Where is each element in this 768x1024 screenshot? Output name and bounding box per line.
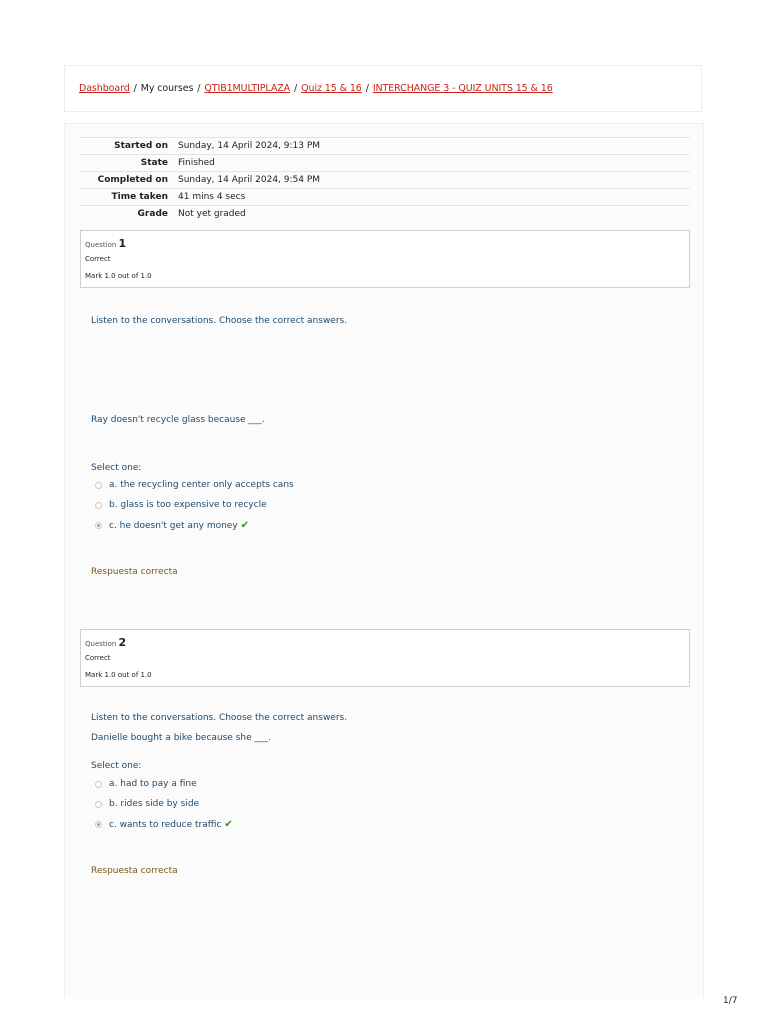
question-2-prompt: Danielle bought a bike because she ___. <box>91 733 271 743</box>
question-1-option-b[interactable] <box>95 500 267 510</box>
question-1-instructions: Listen to the conversations. Choose the correct answers. <box>91 316 348 326</box>
question-2-mark: Mark 1.0 out of 1.0 <box>85 671 152 679</box>
breadcrumb <box>79 83 553 94</box>
breadcrumb-my-courses: My courses <box>140 83 194 94</box>
question-2-option-b[interactable] <box>95 799 199 809</box>
grade-value: Not yet graded <box>178 209 246 219</box>
summary-row-time <box>80 189 690 206</box>
state-label: State <box>140 158 168 168</box>
option-label: c. he doesn't get any money <box>109 520 238 531</box>
question-2-state: Correct <box>85 654 111 662</box>
page-number: 1/7 <box>723 996 738 1006</box>
option-label: b. glass is too expensive to recycle <box>109 500 267 510</box>
question-1-prompt: Ray doesn't recycle glass because ___. <box>91 415 265 425</box>
grade-label: Grade <box>137 209 168 219</box>
question-1-info <box>80 230 690 288</box>
question-2-option-c[interactable] <box>95 819 233 830</box>
question-2-feedback: Respuesta correcta <box>91 866 178 876</box>
radio-button-selected[interactable] <box>95 522 102 529</box>
option-label: b. rides side by side <box>109 799 200 809</box>
question-1-select-one: Select one: <box>91 463 142 473</box>
completed-label: Completed on <box>97 175 168 185</box>
question-1-feedback: Respuesta correcta <box>91 567 178 577</box>
question-2-select-one: Select one: <box>91 761 142 771</box>
option-label: c. wants to reduce traffic <box>109 819 222 830</box>
summary-row-completed <box>80 172 690 189</box>
breadcrumb-separator: / <box>365 83 369 94</box>
time-taken-value: 41 mins 4 secs <box>178 192 246 202</box>
question-1-mark: Mark 1.0 out of 1.0 <box>85 272 152 280</box>
question-1-option-c[interactable] <box>95 520 249 531</box>
question-label: Question <box>85 241 117 249</box>
radio-button[interactable] <box>95 781 102 788</box>
started-value: Sunday, 14 April 2024, 9:13 PM <box>178 141 321 151</box>
attempt-summary-table <box>80 137 690 222</box>
breadcrumb-course-link[interactable]: QTIB1MULTIPLAZA <box>204 83 291 94</box>
check-icon: ✔ <box>224 819 233 830</box>
question-number: 2 <box>118 636 127 649</box>
option-label: a. the recycling center only accepts cans <box>109 480 294 490</box>
radio-button[interactable] <box>95 502 102 509</box>
state-value: Finished <box>178 158 215 168</box>
breadcrumb-dashboard-link[interactable]: Dashboard <box>79 83 130 94</box>
breadcrumb-separator: / <box>197 83 201 94</box>
breadcrumb-bar <box>64 65 702 112</box>
breadcrumb-separator: / <box>133 83 137 94</box>
summary-row-grade <box>80 206 690 223</box>
breadcrumb-separator: / <box>294 83 298 94</box>
time-taken-label: Time taken <box>111 192 168 202</box>
check-icon: ✔ <box>240 520 250 531</box>
question-number: 1 <box>118 237 127 250</box>
question-1-option-a[interactable] <box>95 480 294 490</box>
breadcrumb-quiz-link[interactable]: INTERCHANGE 3 - QUIZ UNITS 15 & 16 <box>372 83 553 94</box>
question-2-instructions: Listen to the conversations. Choose the correct answers. <box>91 713 348 723</box>
question-label: Question <box>85 640 117 648</box>
completed-value: Sunday, 14 April 2024, 9:54 PM <box>178 175 321 185</box>
breadcrumb-section-link[interactable]: Quiz 15 & 16 <box>301 83 362 94</box>
question-2-option-a[interactable] <box>95 779 197 789</box>
option-label: a. had to pay a fine <box>109 779 197 789</box>
question-1-state: Correct <box>85 255 111 263</box>
question-2-number <box>85 636 126 649</box>
started-label: Started on <box>114 141 168 151</box>
radio-button[interactable] <box>95 482 102 489</box>
summary-row-started <box>80 138 690 155</box>
radio-button[interactable] <box>95 801 102 808</box>
summary-row-state <box>80 155 690 172</box>
quiz-review-region <box>64 123 704 999</box>
radio-button-selected[interactable] <box>95 821 102 828</box>
question-1-number <box>85 237 126 250</box>
question-2-info <box>80 629 690 687</box>
